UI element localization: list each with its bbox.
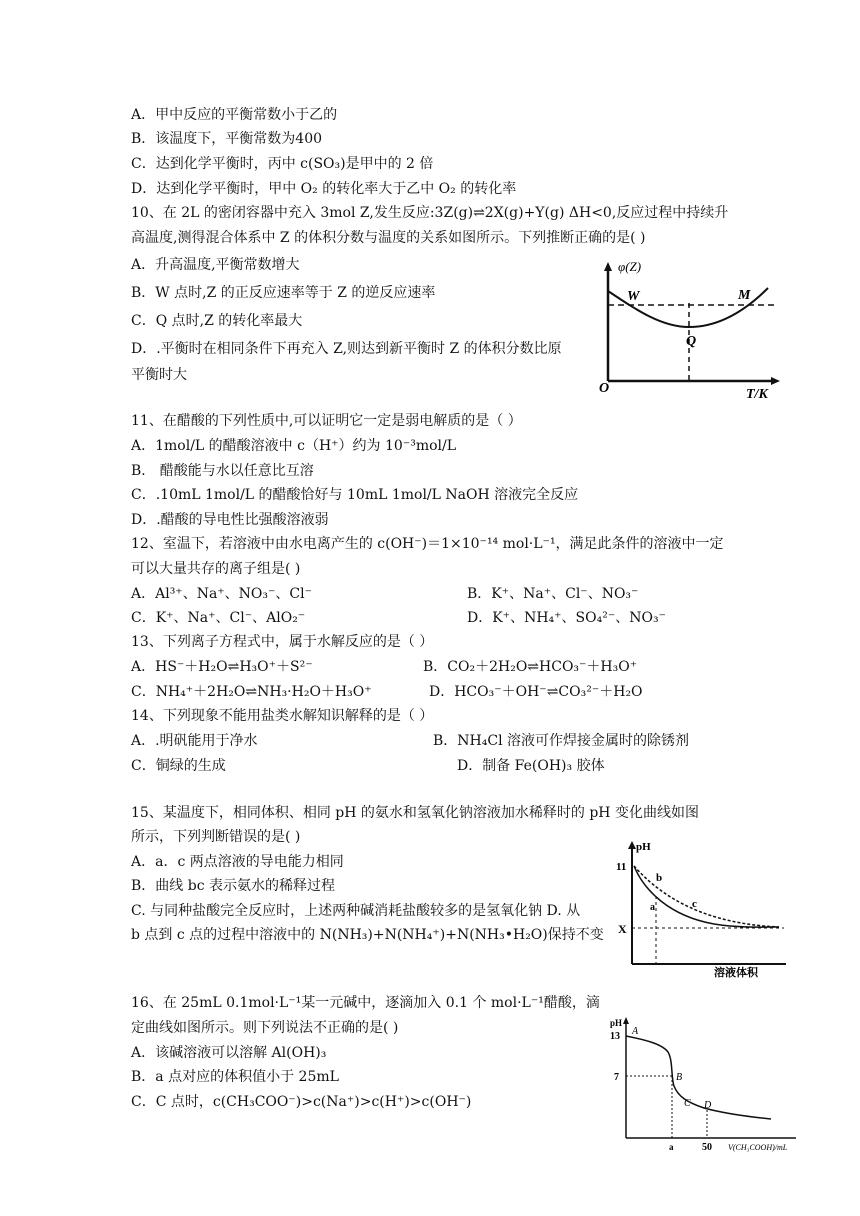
q14-option-a: A．.明矾能用于净水 <box>131 733 258 749</box>
q16-point-D: D <box>704 1100 712 1111</box>
q12-option-c: C．K⁺、Na⁺、Cl⁻、AlO₂⁻ <box>131 610 306 626</box>
q16-ylabel: pH <box>610 1018 623 1028</box>
q10-option-d-line1: D．.平衡时在相同条件下再充入 Z,则达到新平衡时 Z 的体积分数比原 <box>131 341 562 357</box>
q16-stem-line2: 定曲线如图所示。则下列说法不正确的是( ) <box>131 1020 399 1036</box>
q9-option-a: A．甲中反应的平衡常数小于乙的 <box>131 107 338 123</box>
q16-option-a: A．该碱溶液可以溶解 Al(OH)₃ <box>131 1045 327 1061</box>
q15-point-c: c <box>692 898 697 910</box>
q11-option-b: B． 醋酸能与水以任意比互溶 <box>131 463 314 479</box>
q13-option-a: A．HS⁻＋H₂O⇌H₃O⁺＋S²⁻ <box>131 659 313 675</box>
q14-option-c: C．铜绿的生成 <box>131 758 226 774</box>
q16-option-b: B．a 点对应的体积值小于 25mL <box>131 1069 339 1085</box>
q10-xlabel: T/K <box>746 387 768 398</box>
q15-y-start: 11 <box>616 861 627 873</box>
q16-stem-line1: 16、在 25mL 0.1mol·L⁻¹某一元碱中，逐滴加入 0.1 个 mol·L⁻¹醋酸，滴 <box>131 995 600 1011</box>
q15-point-a: a <box>650 902 655 913</box>
q13-option-c: C．NH₄⁺＋2H₂O⇌NH₃·H₂O＋H₃O⁺ <box>131 684 372 700</box>
q15-option-cd-line1: C. 与同种盐酸完全反应时，上述两种碱消耗盐酸较多的是氢氧化钠 D. 从 <box>131 903 581 919</box>
q16-figure <box>606 1014 812 1154</box>
q12-option-d: D．K⁺、NH₄⁺、SO₄²⁻、NO₃⁻ <box>467 610 666 626</box>
q15-ylabel: pH <box>636 841 651 853</box>
q16-option-c: C．C 点时，c(CH₃COO⁻)>c(Na⁺)>c(H⁺)>c(OH⁻) <box>131 1094 472 1110</box>
q9-option-b: B．该温度下，平衡常数为400 <box>131 131 323 147</box>
q12-option-a: A．Al³⁺、Na⁺、NO₃⁻、Cl⁻ <box>131 586 312 602</box>
q15-option-a: A．a．c 两点溶液的导电能力相同 <box>131 854 344 870</box>
q15-point-b: b <box>656 872 663 884</box>
q16-titration-curve <box>626 1036 771 1119</box>
q10-option-b: B．W 点时,Z 的正反应速率等于 Z 的逆反应速率 <box>131 285 436 301</box>
q10-point-q: Q <box>686 334 697 349</box>
q15-figure <box>614 838 794 978</box>
q15-stem-line1: 15、某温度下，相同体积、相同 pH 的氨水和氢氧化钠溶液加水稀释时的 pH 变化曲线如图 <box>131 805 699 821</box>
q9-option-d: D．达到化学平衡时，甲中 O₂ 的转化率大于乙中 O₂ 的转化率 <box>131 181 517 197</box>
q11-option-a: A．1mol/L 的醋酸溶液中 c（H⁺）约为 10⁻³mol/L <box>131 438 457 454</box>
q13-option-d: D．HCO₃⁻＋OH⁻⇌CO₃²⁻＋H₂O <box>429 684 643 700</box>
q16-ytick-7: 7 <box>614 1072 619 1083</box>
q11-stem: 11、在醋酸的下列性质中,可以证明它一定是弱电解质的是（ ） <box>131 413 522 429</box>
q10-option-d-line2: 平衡时大 <box>131 367 187 383</box>
q16-point-C: C <box>684 1098 691 1109</box>
q13-stem: 13、下列离子方程式中，属于水解反应的是（ ） <box>131 634 434 650</box>
q14-option-b: B．NH₄Cl 溶液可作焊接金属时的除锈剂 <box>433 733 689 749</box>
q12-stem-line2: 可以大量共存的离子组是( ) <box>131 561 301 577</box>
q12-option-b: B．K⁺、Na⁺、Cl⁻、NO₃⁻ <box>467 586 639 602</box>
q15-y-mark: X <box>618 922 627 936</box>
q16-ytick-13: 13 <box>610 1031 620 1042</box>
q15-stem-line2: 所示，下列判断错误的是( ) <box>131 829 301 845</box>
q15-xlabel: 溶液体积 <box>714 967 758 978</box>
q10-figure <box>596 258 786 398</box>
q14-stem: 14、下列现象不能用盐类水解知识解释的是（ ） <box>131 708 434 724</box>
q10-option-a: A．升高温度,平衡常数增大 <box>131 257 300 273</box>
q11-option-c: C．.10mL 1mol/L 的醋酸恰好与 10mL 1mol/L NaOH 溶液完全反应 <box>131 487 579 503</box>
q10-point-m: M <box>738 288 751 303</box>
q11-option-d: D．.醋酸的导电性比强酸溶液弱 <box>131 512 329 528</box>
q12-stem-line1: 12、室温下，若溶液中由水电离产生的 c(OH⁻)＝1×10⁻¹⁴ mol·L⁻¹，满足此条件的溶液中一定 <box>131 536 724 552</box>
q13-option-b: B．CO₂＋2H₂O⇌HCO₃⁻＋H₃O⁺ <box>423 659 638 675</box>
q10-option-c: C．Q 点时,Z 的转化率最大 <box>131 313 303 329</box>
q10-origin: O <box>599 381 610 396</box>
q10-stem-line1: 10、在 2L 的密闭容器中充入 3mol Z,发生反应:3Z(g)⇌2X(g)+Y(g) ΔH<0,反应过程中持续升 <box>131 205 729 221</box>
q16-xlabel: V(CH₃COOH)/mL <box>728 1143 788 1152</box>
q10-ylabel: φ(Z) <box>618 259 642 274</box>
q9-option-c: C．达到化学平衡时，丙中 c(SO₃)是甲中的 2 倍 <box>131 156 434 172</box>
q10-stem-line2: 高温度,测得混合体系中 Z 的体积分数与温度的关系如图所示。下列推断正确的是( ) <box>131 230 646 246</box>
q16-point-A: A <box>632 1026 639 1037</box>
q16-xtick-a: a <box>669 1142 674 1152</box>
q10-point-w: W <box>627 289 640 304</box>
q15-option-b: B．曲线 bc 表示氨水的稀释过程 <box>131 878 335 894</box>
q16-xtick-50: 50 <box>702 1142 712 1153</box>
q14-option-d: D．制备 Fe(OH)₃ 胶体 <box>457 758 605 774</box>
q15-option-cd-line2: b 点到 c 点的过程中溶液中的 N(NH₃)+N(NH₄⁺)+N(NH₃•H₂O)保持不变 <box>131 927 604 943</box>
q16-point-B: B <box>676 1072 683 1083</box>
